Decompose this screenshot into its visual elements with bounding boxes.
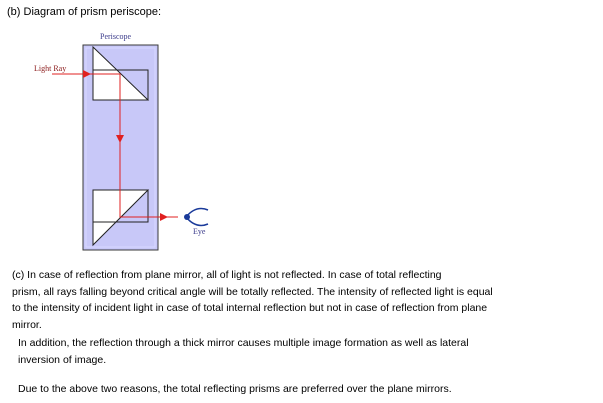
addition-line-2: inversion of image.	[18, 353, 107, 366]
ray-arrow-out	[160, 213, 168, 221]
part-c-line-3: to the intensity of incident light in case of total internal reflection but not in case of reflection from plane	[12, 302, 488, 314]
light-ray-label: Light Ray	[34, 64, 67, 73]
part-c-line-2: prism, all rays falling beyond critical angle will be totally reflected. The intensity of reflected light is equal	[12, 285, 493, 298]
conclusion-paragraph: Due to the above two reasons, the total reflecting prisms are preferred over the plane mirrors.	[18, 383, 452, 395]
part-c-line-1: (c) In case of reflection from plane mirror, all of light is not reflected. In case of total reflecting	[12, 269, 442, 281]
part-c-paragraph	[12, 267, 493, 333]
section-heading: (b) Diagram of prism periscope:	[7, 6, 162, 18]
diagram-title: Periscope	[100, 32, 132, 41]
addition-paragraph	[18, 335, 469, 368]
addition-line-1: In addition, the reflection through a thick mirror causes multiple image formation as well as lateral	[18, 337, 469, 349]
eye-label: Eye	[193, 227, 206, 236]
eye-pupil	[184, 214, 190, 220]
part-c-line-4: mirror.	[12, 318, 42, 331]
